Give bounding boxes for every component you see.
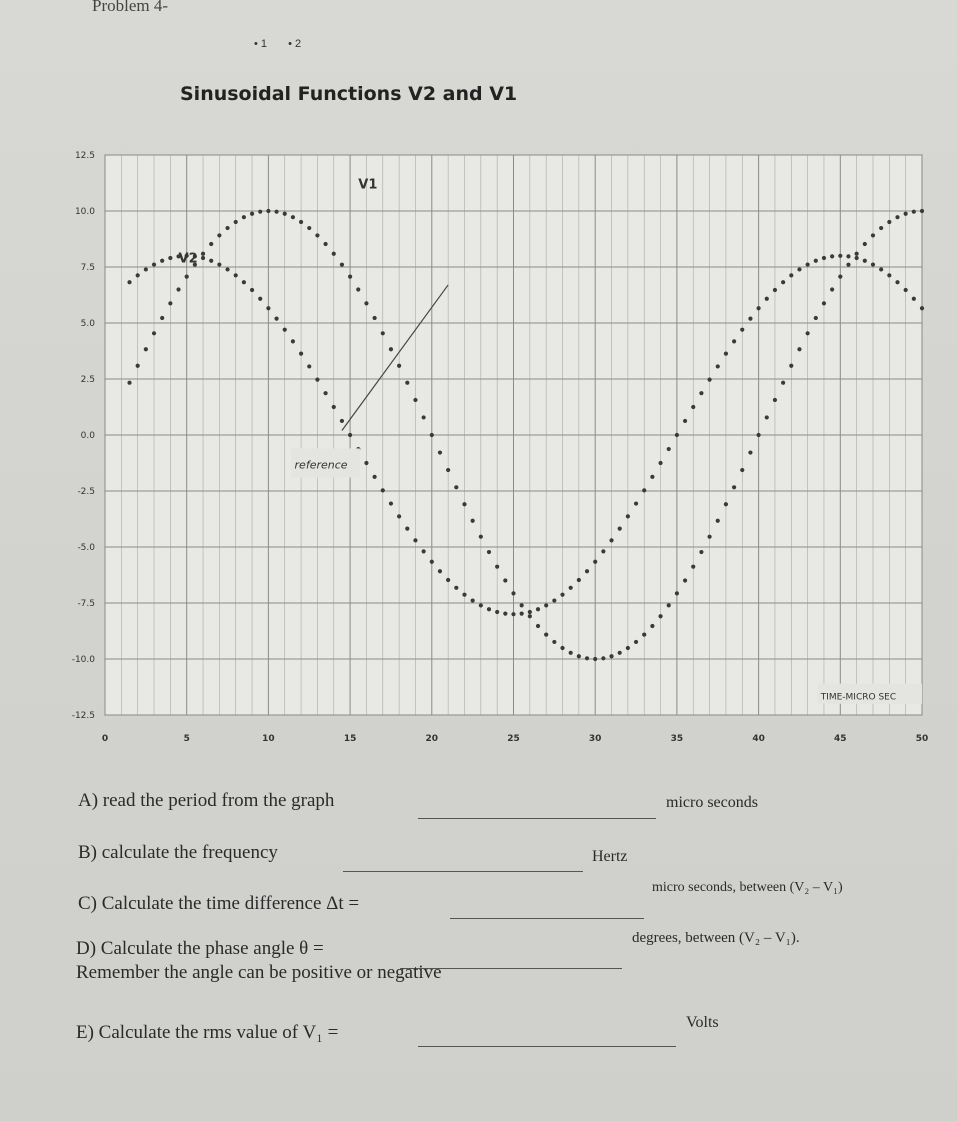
data-point-v2 [340, 419, 344, 423]
question-c: C) Calculate the time difference Δt = [78, 893, 360, 914]
answer-c-line[interactable] [450, 918, 644, 919]
data-point-v2 [626, 514, 630, 518]
data-point-v1 [724, 502, 728, 506]
data-point-v1 [732, 485, 736, 489]
data-point-v2 [895, 280, 899, 284]
data-point-v2 [250, 288, 254, 292]
data-point-v1 [454, 485, 458, 489]
y-tick-label: 0.0 [80, 431, 95, 441]
data-point-v2 [740, 328, 744, 332]
data-point-v2 [846, 254, 850, 258]
data-point-v2 [650, 475, 654, 479]
data-point-v1 [601, 656, 605, 660]
data-point-v1 [462, 502, 466, 506]
data-point-v2 [520, 612, 524, 616]
y-tick-label: -10.0 [71, 655, 95, 665]
data-point-v2 [887, 273, 891, 277]
x-tick-label: 40 [752, 734, 765, 744]
data-point-v1 [307, 226, 311, 230]
data-point-v2 [675, 433, 679, 437]
data-point-v1 [920, 209, 924, 213]
data-point-v1 [209, 242, 213, 246]
data-point-v2 [291, 339, 295, 343]
data-point-v2 [544, 603, 548, 607]
data-point-v2 [658, 461, 662, 465]
question-c-unit: micro seconds, between (V₂ – V₁) [652, 880, 843, 895]
data-point-v1 [495, 565, 499, 569]
data-point-v2 [814, 259, 818, 263]
data-point-v2 [315, 378, 319, 382]
data-point-v2 [503, 612, 507, 616]
data-point-v2 [863, 259, 867, 263]
data-point-v2 [585, 569, 589, 573]
data-point-v1 [438, 450, 442, 454]
question-d-note: Remember the angle can be positive or negative [76, 962, 442, 983]
data-point-v2 [757, 306, 761, 310]
data-point-v1 [569, 651, 573, 655]
data-point-v2 [225, 267, 229, 271]
data-point-v1 [642, 632, 646, 636]
data-point-v1 [136, 364, 140, 368]
data-point-v1 [332, 252, 336, 256]
x-tick-label: 5 [183, 734, 190, 744]
data-point-v2 [822, 256, 826, 260]
data-point-v2 [552, 598, 556, 602]
answer-e-line[interactable] [418, 1046, 676, 1047]
data-point-v2 [462, 593, 466, 597]
data-point-v2 [601, 549, 605, 553]
data-point-v2 [323, 391, 327, 395]
data-point-v2 [912, 297, 916, 301]
data-point-v1 [528, 614, 532, 618]
data-point-v1 [618, 651, 622, 655]
data-point-v1 [430, 433, 434, 437]
legend [254, 38, 319, 50]
question-d: D) Calculate the phase angle θ = [76, 938, 324, 959]
data-point-v1 [242, 215, 246, 219]
data-point-v2 [699, 391, 703, 395]
data-point-v1 [789, 364, 793, 368]
data-point-v2 [773, 288, 777, 292]
data-point-v1 [871, 233, 875, 237]
data-point-v1 [340, 263, 344, 267]
data-point-v1 [781, 381, 785, 385]
data-point-v1 [658, 614, 662, 618]
data-point-v1 [560, 646, 564, 650]
data-point-v1 [389, 347, 393, 351]
data-point-v2 [716, 364, 720, 368]
data-point-v1 [201, 252, 205, 256]
data-point-v1 [225, 226, 229, 230]
data-point-v1 [838, 275, 842, 279]
data-point-v1 [577, 654, 581, 658]
data-point-v1 [757, 433, 761, 437]
data-point-v1 [381, 331, 385, 335]
data-point-v2 [234, 273, 238, 277]
data-point-v2 [789, 273, 793, 277]
data-point-v1 [716, 519, 720, 523]
data-point-v2 [307, 364, 311, 368]
answer-b-line[interactable] [343, 871, 583, 872]
data-point-v2 [560, 593, 564, 597]
y-tick-label: 2.5 [80, 375, 95, 385]
x-axis-label: TIME-MICRO SEC [820, 692, 897, 703]
data-point-v1 [479, 535, 483, 539]
data-point-v2 [438, 569, 442, 573]
data-point-v2 [209, 259, 213, 263]
data-point-v2 [765, 297, 769, 301]
data-point-v1 [471, 519, 475, 523]
data-point-v1 [127, 381, 131, 385]
data-point-v2 [454, 586, 458, 590]
data-point-v1 [691, 565, 695, 569]
question-e: E) Calculate the rms value of V₁ = [76, 1022, 339, 1043]
data-point-v2 [397, 514, 401, 518]
data-point-v2 [871, 262, 875, 266]
data-point-v2 [217, 262, 221, 266]
data-point-v1 [160, 316, 164, 320]
data-point-v1 [863, 242, 867, 246]
data-point-v1 [487, 550, 491, 554]
question-a-unit: micro seconds [666, 794, 758, 811]
v1-label: V1 [358, 177, 378, 193]
data-point-v1 [152, 331, 156, 335]
question-b-unit: Hertz [592, 848, 628, 865]
data-point-v2 [283, 328, 287, 332]
data-point-v2 [642, 488, 646, 492]
data-point-v1 [446, 468, 450, 472]
data-point-v1 [503, 578, 507, 582]
x-tick-label: 10 [262, 734, 275, 744]
data-point-v2 [634, 501, 638, 505]
data-point-v2 [487, 607, 491, 611]
data-point-v1 [887, 220, 891, 224]
data-point-v1 [217, 233, 221, 237]
data-point-v1 [822, 301, 826, 305]
data-point-v2 [152, 262, 156, 266]
data-point-v1 [765, 415, 769, 419]
data-point-v1 [176, 287, 180, 291]
data-point-v1 [266, 209, 270, 213]
data-point-v2 [830, 254, 834, 258]
data-point-v1 [675, 591, 679, 595]
data-point-v2 [430, 560, 434, 564]
y-tick-label: -2.5 [77, 487, 95, 497]
data-point-v1 [348, 275, 352, 279]
data-point-v1 [855, 252, 859, 256]
legend-item-2: • 2 [288, 38, 302, 50]
x-tick-label: 45 [834, 734, 847, 744]
data-point-v1 [356, 287, 360, 291]
data-point-v2 [667, 447, 671, 451]
y-tick-label: -5.0 [77, 543, 95, 553]
legend-item-1: • 1 [254, 38, 268, 50]
x-tick-label: 30 [588, 734, 602, 744]
data-point-v1 [634, 640, 638, 644]
data-point-v1 [413, 398, 417, 402]
chart-grid [105, 155, 922, 715]
data-point-v1 [585, 656, 589, 660]
data-point-v2 [266, 306, 270, 310]
x-tick-label: 20 [425, 734, 439, 744]
data-point-v1 [650, 624, 654, 628]
reference-label: reference [294, 458, 348, 472]
data-point-v2 [274, 317, 278, 321]
data-point-v2 [201, 256, 205, 260]
data-point-v1 [250, 212, 254, 216]
data-point-v1 [364, 301, 368, 305]
y-tick-label: -12.5 [71, 711, 95, 721]
y-tick-label: 12.5 [74, 151, 95, 161]
x-tick-label: 0 [101, 734, 109, 744]
x-tick-label: 35 [670, 734, 684, 744]
x-tick-label: 15 [343, 734, 357, 744]
y-tick-label: 7.5 [80, 263, 95, 273]
x-tick-label: 25 [507, 734, 520, 744]
data-point-v2 [299, 352, 303, 356]
data-point-v2 [781, 280, 785, 284]
data-point-v1 [806, 331, 810, 335]
question-a: A) read the period from the graph [78, 790, 335, 811]
data-point-v2 [618, 527, 622, 531]
data-point-v1 [773, 398, 777, 402]
data-point-v2 [405, 527, 409, 531]
data-point-v1 [707, 535, 711, 539]
data-point-v2 [242, 280, 246, 284]
data-point-v1 [593, 657, 597, 661]
data-point-v2 [511, 612, 515, 616]
data-point-v2 [471, 598, 475, 602]
data-point-v2 [748, 317, 752, 321]
data-point-v1 [683, 578, 687, 582]
data-point-v2 [806, 262, 810, 266]
question-d-unit: degrees, between (V₂ – V₁). [632, 930, 800, 946]
data-point-v1 [895, 215, 899, 219]
data-point-v1 [552, 640, 556, 644]
data-point-v2 [332, 405, 336, 409]
x-tick-label: 50 [915, 734, 929, 744]
data-point-v2 [797, 267, 801, 271]
data-point-v2 [381, 488, 385, 492]
data-point-v1 [740, 468, 744, 472]
data-point-v1 [291, 215, 295, 219]
data-point-v2 [373, 475, 377, 479]
data-point-v1 [536, 624, 540, 628]
data-point-v2 [495, 610, 499, 614]
y-tick-label: 10.0 [74, 207, 95, 217]
data-point-v1 [846, 263, 850, 267]
data-point-v2 [136, 273, 140, 277]
data-point-v1 [520, 603, 524, 607]
data-point-v1 [814, 316, 818, 320]
data-point-v2 [838, 254, 842, 258]
data-point-v1 [904, 212, 908, 216]
y-tick-label: 5.0 [80, 319, 95, 329]
data-point-v2 [691, 405, 695, 409]
y-tick-label: -7.5 [77, 599, 95, 609]
data-point-v1 [185, 275, 189, 279]
data-point-v1 [258, 210, 262, 214]
data-point-v1 [830, 287, 834, 291]
data-point-v1 [168, 301, 172, 305]
question-b: B) calculate the frequency [78, 842, 278, 863]
data-point-v2 [127, 280, 131, 284]
data-point-v2 [536, 607, 540, 611]
chart-title: Sinusoidal Functions V2 and V1 [180, 83, 518, 105]
data-point-v2 [724, 352, 728, 356]
data-point-v2 [732, 339, 736, 343]
data-point-v2 [569, 586, 573, 590]
data-point-v1 [274, 210, 278, 214]
data-point-v2 [707, 378, 711, 382]
data-point-v2 [855, 256, 859, 260]
v2-label: V2 [178, 251, 198, 267]
data-point-v2 [609, 538, 613, 542]
data-point-v2 [446, 578, 450, 582]
data-point-v2 [422, 549, 426, 553]
data-point-v2 [364, 461, 368, 465]
data-point-v2 [413, 538, 417, 542]
data-point-v2 [160, 259, 164, 263]
x-tick-labels [102, 734, 928, 744]
data-point-v2 [258, 297, 262, 301]
data-point-v1 [397, 364, 401, 368]
data-point-v1 [373, 316, 377, 320]
data-point-v1 [299, 220, 303, 224]
data-point-v1 [405, 381, 409, 385]
data-point-v1 [797, 347, 801, 351]
data-point-v1 [283, 212, 287, 216]
data-point-v1 [626, 646, 630, 650]
data-point-v2 [144, 267, 148, 271]
data-point-v1 [748, 450, 752, 454]
data-point-v1 [544, 632, 548, 636]
data-point-v2 [168, 256, 172, 260]
data-point-v2 [528, 610, 532, 614]
data-point-v1 [879, 226, 883, 230]
data-point-v1 [912, 210, 916, 214]
data-point-v2 [479, 603, 483, 607]
data-point-v1 [511, 591, 515, 595]
data-point-v2 [879, 267, 883, 271]
data-point-v1 [609, 654, 613, 658]
data-point-v1 [699, 550, 703, 554]
data-point-v2 [904, 288, 908, 292]
data-point-v1 [315, 233, 319, 237]
data-point-v2 [389, 501, 393, 505]
question-e-unit: Volts [686, 1014, 719, 1031]
data-point-v1 [422, 415, 426, 419]
data-point-v1 [323, 242, 327, 246]
sinusoid-chart [0, 60, 957, 760]
data-point-v2 [920, 306, 924, 310]
data-point-v2 [683, 419, 687, 423]
answer-a-line[interactable] [418, 818, 656, 819]
data-point-v1 [667, 603, 671, 607]
data-point-v2 [577, 578, 581, 582]
problem-label: Problem 4- [92, 0, 169, 15]
data-point-v1 [234, 220, 238, 224]
data-point-v2 [348, 433, 352, 437]
data-point-v1 [144, 347, 148, 351]
y-tick-labels [72, 151, 96, 721]
data-point-v2 [593, 560, 597, 564]
